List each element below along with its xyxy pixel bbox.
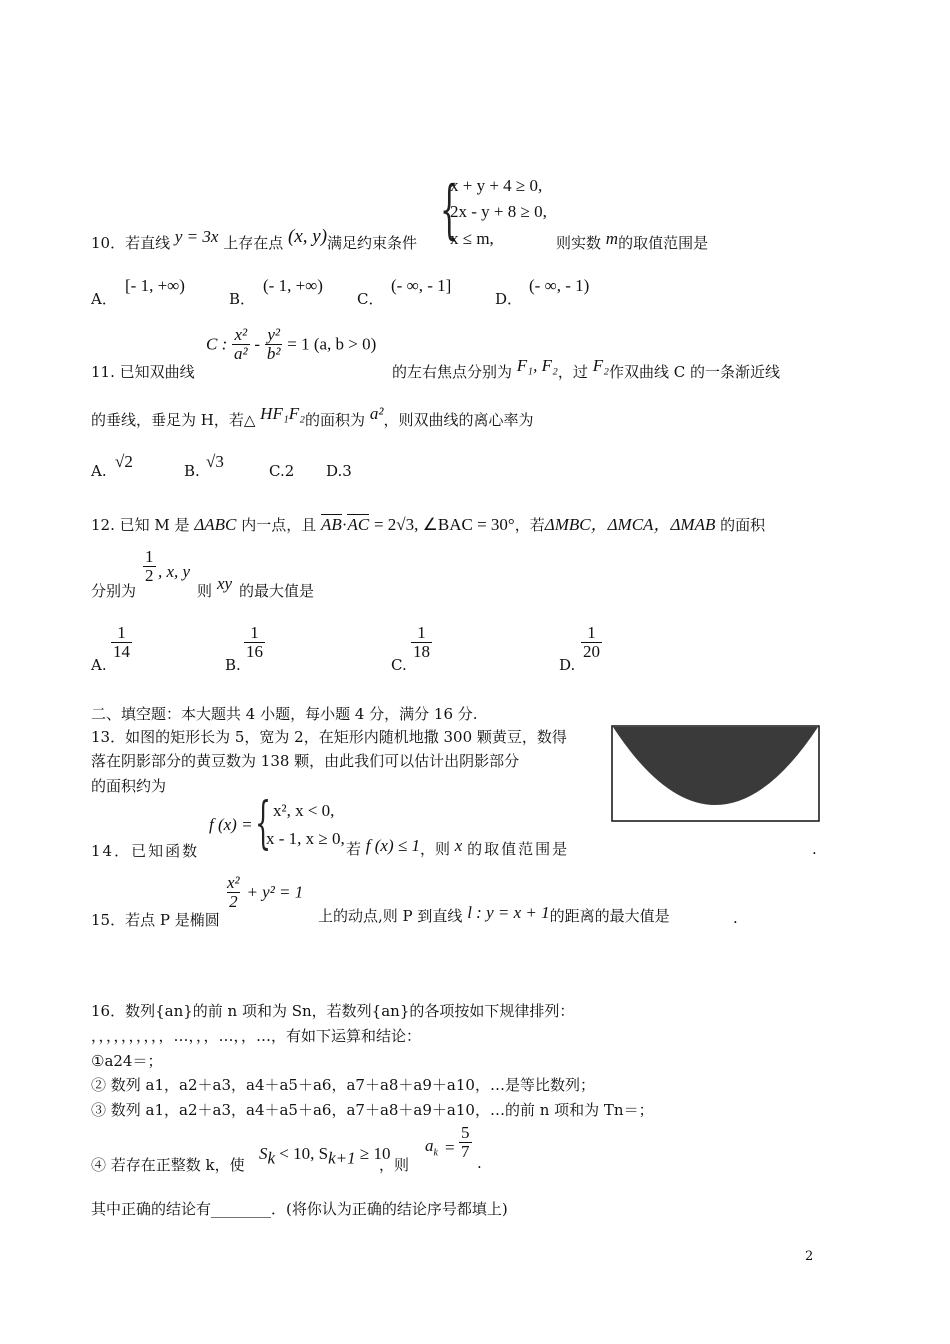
q12-vector-ac: AC xyxy=(347,515,370,534)
q11-frac-x: $\frac{\text{x²}}{\text{a²}}$ xyxy=(234,325,248,363)
q15-line-eq: l : y = x + 1 xyxy=(467,903,550,922)
q12-xy: xy xyxy=(217,574,233,593)
q10-constraint-1: x + y + 4 ≥ 0, xyxy=(450,176,543,195)
q10-text-4: 的取值范围是 xyxy=(618,234,709,252)
q10-constraint-2: 2x - y + 8 ≥ 0, xyxy=(450,202,547,221)
q12-triangle: ΔABC xyxy=(194,515,237,534)
q14-number: 14．已知函数 xyxy=(91,842,200,860)
q11-line-1 xyxy=(91,361,195,382)
q11-hyperbola-eq xyxy=(206,326,376,376)
section-2-heading: 二、填空题：本大题共 4 小题，每小题 4 分，满分 16 分. xyxy=(91,705,478,723)
q16-condition: $S_k < 10$, $S_{k+1} \ge 10$ xyxy=(259,1144,391,1168)
q11-opt-a-label: A. xyxy=(91,462,107,480)
q10-text-2: 满足约束条件 xyxy=(327,234,418,252)
q14-end: . xyxy=(812,840,817,858)
q10-text-3: 则实数 xyxy=(556,234,602,252)
q16-text-1: ④ 若存在正整数 k，使 xyxy=(91,1156,245,1174)
q11-f2: F₂ xyxy=(592,356,609,375)
q11-text-6: ，则双曲线的离心率为 xyxy=(383,411,534,429)
q11-opt-b-label: B. xyxy=(184,462,200,480)
q12-opt-d-label: D. xyxy=(559,656,576,674)
q16-line-4: ② 数列 a1，a2＋a3，a4＋a5＋a6，a7＋a8＋a9＋a10，…是等比数列； xyxy=(91,1076,595,1094)
q10-line-eq: y = 3x xyxy=(174,227,219,246)
q11-line-1b xyxy=(392,356,780,382)
q11-eq-post: = 1 (a, b > 0) xyxy=(287,334,377,354)
q11-text-5: 的面积为 xyxy=(305,411,366,429)
q10-opt-d: (- ∞, - 1) xyxy=(529,276,590,295)
q11-text-2: ，过 xyxy=(557,363,588,381)
q15-text-1: 上的动点,则 P 到直线 xyxy=(318,907,463,925)
q12-text-2: ，若 xyxy=(514,516,545,534)
q14-fx: f (x) = xyxy=(209,815,253,834)
q14-line xyxy=(91,840,199,861)
q14-piece-2: x - 1, x ≥ 0, xyxy=(266,829,345,848)
q12-vector-ab: AB xyxy=(320,515,342,534)
q16-equals: = xyxy=(445,1138,455,1157)
q12-opt-b-label: B. xyxy=(225,656,241,674)
q11-triangle: HF₁F₂ xyxy=(260,404,306,423)
q12-text-3: 的面积 xyxy=(720,516,766,534)
q16-text-2: ，则 xyxy=(379,1156,410,1174)
q12-half: $\frac{1}{2}$ xyxy=(145,547,154,585)
left-brace: { xyxy=(255,791,272,856)
q11-text-4: 的垂线，垂足为 H，若△ xyxy=(91,411,256,429)
q12-line-1 xyxy=(91,510,765,535)
q10-text-1: 上存在点 xyxy=(223,234,284,252)
q10-constraint-3: x ≤ m, xyxy=(450,229,494,248)
q12-triangles: ΔMBC，ΔMCA，ΔMAB xyxy=(544,515,716,534)
q10-opt-b-label: B． xyxy=(229,290,256,308)
q16-line-2: ，，，，，，，，，，…，，，…，，…，有如下运算和结论： xyxy=(91,1027,422,1045)
q15-frac: $\frac{\text{x²}}{2}$ xyxy=(227,873,240,911)
q13-rectangle-figure xyxy=(611,725,821,823)
q11-number: 11. 已知双曲线 xyxy=(91,363,195,381)
q10-opt-c: (- ∞, - 1] xyxy=(391,276,452,295)
q12-opt-a-label: A. xyxy=(91,656,107,674)
q16-line-5: ③ 数列 a1，a2＋a3，a4＋a5＋a6，a7＋a8＋a9＋a10，…的前 n 项和为 Tn＝； xyxy=(91,1101,654,1119)
q10-opt-b: (- 1, +∞) xyxy=(263,276,323,295)
q15-line-tail xyxy=(318,905,670,926)
q11-text-3: 作双曲线 C 的一条渐近线 xyxy=(608,363,780,381)
q14-text-3: 的取值范围是 xyxy=(467,840,570,858)
q15-end: . xyxy=(733,909,738,927)
q14-text-1: 若 xyxy=(346,840,362,858)
q10-line-tail xyxy=(556,229,709,253)
q16-line-1: 16．数列{an}的前 n 项和为 Sn，若数列{an}的各项按如下规律排列： xyxy=(91,1002,575,1020)
q12-opt-d: $\frac{1}{20}$ xyxy=(583,623,600,661)
q11-foci: F₁, F₂ xyxy=(516,356,558,375)
q11-opt-d: D.3 xyxy=(326,462,352,480)
q12-text-1: 内一点，且 xyxy=(241,516,317,534)
q10-number: 10．若直线 xyxy=(91,234,171,252)
q16-line-3: ①a24＝； xyxy=(91,1052,163,1070)
q10-options xyxy=(91,276,791,306)
left-brace: { xyxy=(440,173,459,247)
q10-opt-d-label: D． xyxy=(495,290,523,308)
q14-line-tail xyxy=(346,838,569,859)
q12-number: 12. 已知 M 是 xyxy=(91,516,190,534)
q12-dot: · xyxy=(341,515,348,534)
q12-condition: = 2√3, ∠BAC = 30° xyxy=(373,515,515,534)
q16-end: . xyxy=(477,1154,482,1172)
q13-line-1: 13．如图的矩形长为 5，宽为 2，在矩形内随机地撒 300 颗黄豆，数得 xyxy=(91,728,567,746)
q16-line-7: 其中正确的结论有________．(将你认为正确的结论序号都填上) xyxy=(91,1200,508,1218)
q10-opt-a: [- 1, +∞) xyxy=(125,276,185,295)
q12-opt-b: $\frac{1}{16}$ xyxy=(246,623,263,661)
q10-opt-a-label: A． xyxy=(91,290,117,308)
q11-opt-a: √2 xyxy=(115,452,133,471)
q13-line-2: 落在阴影部分的黄豆数为 138 颗，由此我们可以估计出阴影部分 xyxy=(91,752,520,770)
q10-point: (x, y) xyxy=(288,226,328,247)
q10-var-m: m xyxy=(605,229,619,248)
q11-eq-pre: C : xyxy=(206,334,228,354)
q12-opt-a: $\frac{1}{14}$ xyxy=(113,623,130,661)
q11-text-1: 的左右焦点分别为 xyxy=(392,363,513,381)
q14-condition: f (x) ≤ 1 xyxy=(365,836,420,855)
q11-frac-y: $\frac{\text{y²}}{\text{b²}}$ xyxy=(266,325,281,363)
q16-fraction: $\frac{5}{7}$ xyxy=(461,1123,470,1161)
q14-var-x: x xyxy=(454,836,463,855)
q16-line-6 xyxy=(91,1124,511,1172)
q12-opt-c-label: C. xyxy=(391,656,407,674)
q12-text-6: 的最大值是 xyxy=(239,582,315,600)
q14-piece-1: x², x < 0, xyxy=(273,801,335,820)
q15-number: 15．若点 P 是椭圆 xyxy=(91,911,220,929)
q12-text-5: 则 xyxy=(197,582,213,600)
q11-line-2 xyxy=(91,404,534,430)
q15-text-2: 的距离的最大值是 xyxy=(549,907,670,925)
q11-opt-b: √3 xyxy=(206,452,224,471)
q11-minus: - xyxy=(254,334,261,354)
q13-line-3: 的面积约为 xyxy=(91,777,167,795)
q12-options xyxy=(91,624,631,674)
q12-text-4: 分别为 xyxy=(91,582,137,600)
q15-eq-rest: + y² = 1 xyxy=(246,882,304,902)
q10-opt-c-label: C． xyxy=(357,290,384,308)
q16-ak: $a_k$ xyxy=(425,1136,438,1159)
page-number: 2 xyxy=(805,1249,814,1264)
q15-ellipse-eq xyxy=(225,874,303,924)
q14-text-2: ，则 xyxy=(419,840,450,858)
q12-values: , x, y xyxy=(158,562,191,581)
q11-area: a² xyxy=(369,404,384,423)
q15-line xyxy=(91,909,220,930)
q10-line xyxy=(91,226,418,254)
q11-opt-c: C.2 xyxy=(269,462,295,480)
q12-opt-c: $\frac{1}{18}$ xyxy=(413,623,430,661)
q11-options xyxy=(91,452,491,482)
